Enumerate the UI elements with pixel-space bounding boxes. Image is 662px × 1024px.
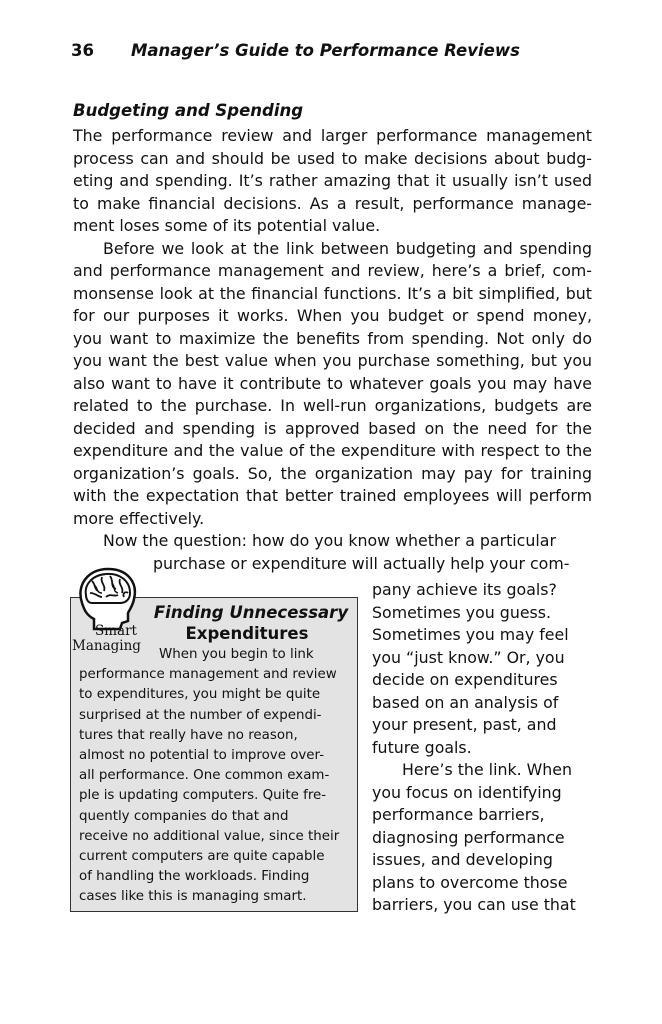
wrapped-text (372, 579, 597, 917)
text-line: decided and spending is approved based on the need for the (73, 418, 592, 438)
text-line: you “just know.” Or, you (372, 647, 565, 667)
brand-line2: Managing (72, 638, 141, 654)
text-line: issues, and developing (372, 850, 553, 869)
book-title: Manager’s Guide to Performance Reviews (131, 41, 520, 60)
text-line: barriers, you can use that (372, 895, 576, 914)
text-line: decide on expenditures (372, 670, 558, 689)
text-line: Before we look at the link between budgeting and spending (103, 238, 592, 258)
text-line: Here’s the link. When (402, 760, 573, 779)
text-line: process can and should be used to make decisions about budg- (73, 148, 592, 168)
text-line: plans to overcome those (372, 872, 568, 892)
text-line: related to the purchase. In well-run organizations, budgets are (73, 396, 592, 415)
text-line: purchase or expenditure will actually help your com- (153, 553, 570, 573)
sidebar-line: When you begin to link (159, 647, 314, 662)
sidebar-text (79, 645, 351, 908)
text-line: pany achieve its goals? (372, 580, 557, 599)
sidebar-title (151, 602, 351, 644)
sidebar-line: cases like this is managing smart. (79, 889, 307, 905)
sidebar-line: surprised at the number of expendi- (79, 707, 322, 723)
text-line: more effectively. (73, 508, 205, 528)
text-line: and performance management and review, here’s a brief, com- (73, 261, 592, 280)
text-line: Sometimes you guess. (372, 602, 552, 622)
sidebar-line: receive no additional value, since their (79, 828, 340, 844)
sidebar-line: ple is updating computers. Quite fre- (79, 788, 327, 804)
sidebar-title-line2: Expenditures (185, 624, 309, 643)
sidebar-line: quently companies do that and (79, 808, 289, 824)
text-line: eting and spending. It’s rather amazing that it usually isn’t used (73, 171, 592, 190)
sidebar-line: performance management and review (79, 667, 337, 683)
page-number: 36 (71, 41, 94, 60)
sidebar-line: of handling the workloads. Finding (79, 869, 310, 885)
text-line: with the expectation that better trained employees will perform (73, 486, 592, 505)
text-line: monsense look at the financial functions. It’s a bit simplified, but (73, 283, 592, 303)
sidebar-line: almost no potential to improve over- (79, 748, 325, 764)
text-line: performance barriers, (372, 805, 545, 824)
text-line: your present, past, and (372, 715, 557, 734)
text-line: future goals. (372, 737, 472, 757)
text-line: organization’s goals. So, the organization may pay for training (73, 463, 592, 483)
text-line: Sometimes you may feel (372, 625, 569, 644)
sidebar-line: all performance. One common exam- (79, 768, 330, 784)
text-line: for our purposes it works. When you budget or spend money, (73, 306, 592, 325)
body-text (73, 125, 592, 575)
brand-line1: Smart (95, 623, 137, 639)
text-line: also want to have it contribute to whatever goals you may have (73, 373, 592, 393)
text-line: Now the question: how do you know whether a particular (103, 531, 556, 550)
running-head (71, 41, 601, 60)
text-line: to make financial decisions. As a result, performance manage- (73, 193, 592, 213)
text-line: expenditure and the value of the expenditure with respect to the (73, 441, 592, 460)
text-line: ment loses some of its potential value. (73, 216, 381, 235)
text-line: based on an analysis of (372, 692, 559, 712)
sidebar-title-line1: Finding Unnecessary (153, 603, 349, 622)
text-line: The performance review and larger performance management (73, 126, 592, 145)
sidebar-line: tures that really have no reason, (79, 727, 298, 743)
sidebar-line: current computers are quite capable (79, 849, 325, 865)
text-line: you want the best value when you purchase something, but you (73, 351, 592, 370)
text-line: you want to maximize the benefits from spending. Not only do (73, 328, 592, 348)
section-heading: Budgeting and Spending (73, 101, 304, 120)
text-line: diagnosing performance (372, 827, 565, 847)
smart-managing-logo (72, 624, 146, 654)
text-line: you focus on identifying (372, 782, 562, 802)
sidebar-line: to expenditures, you might be quite (79, 687, 321, 703)
